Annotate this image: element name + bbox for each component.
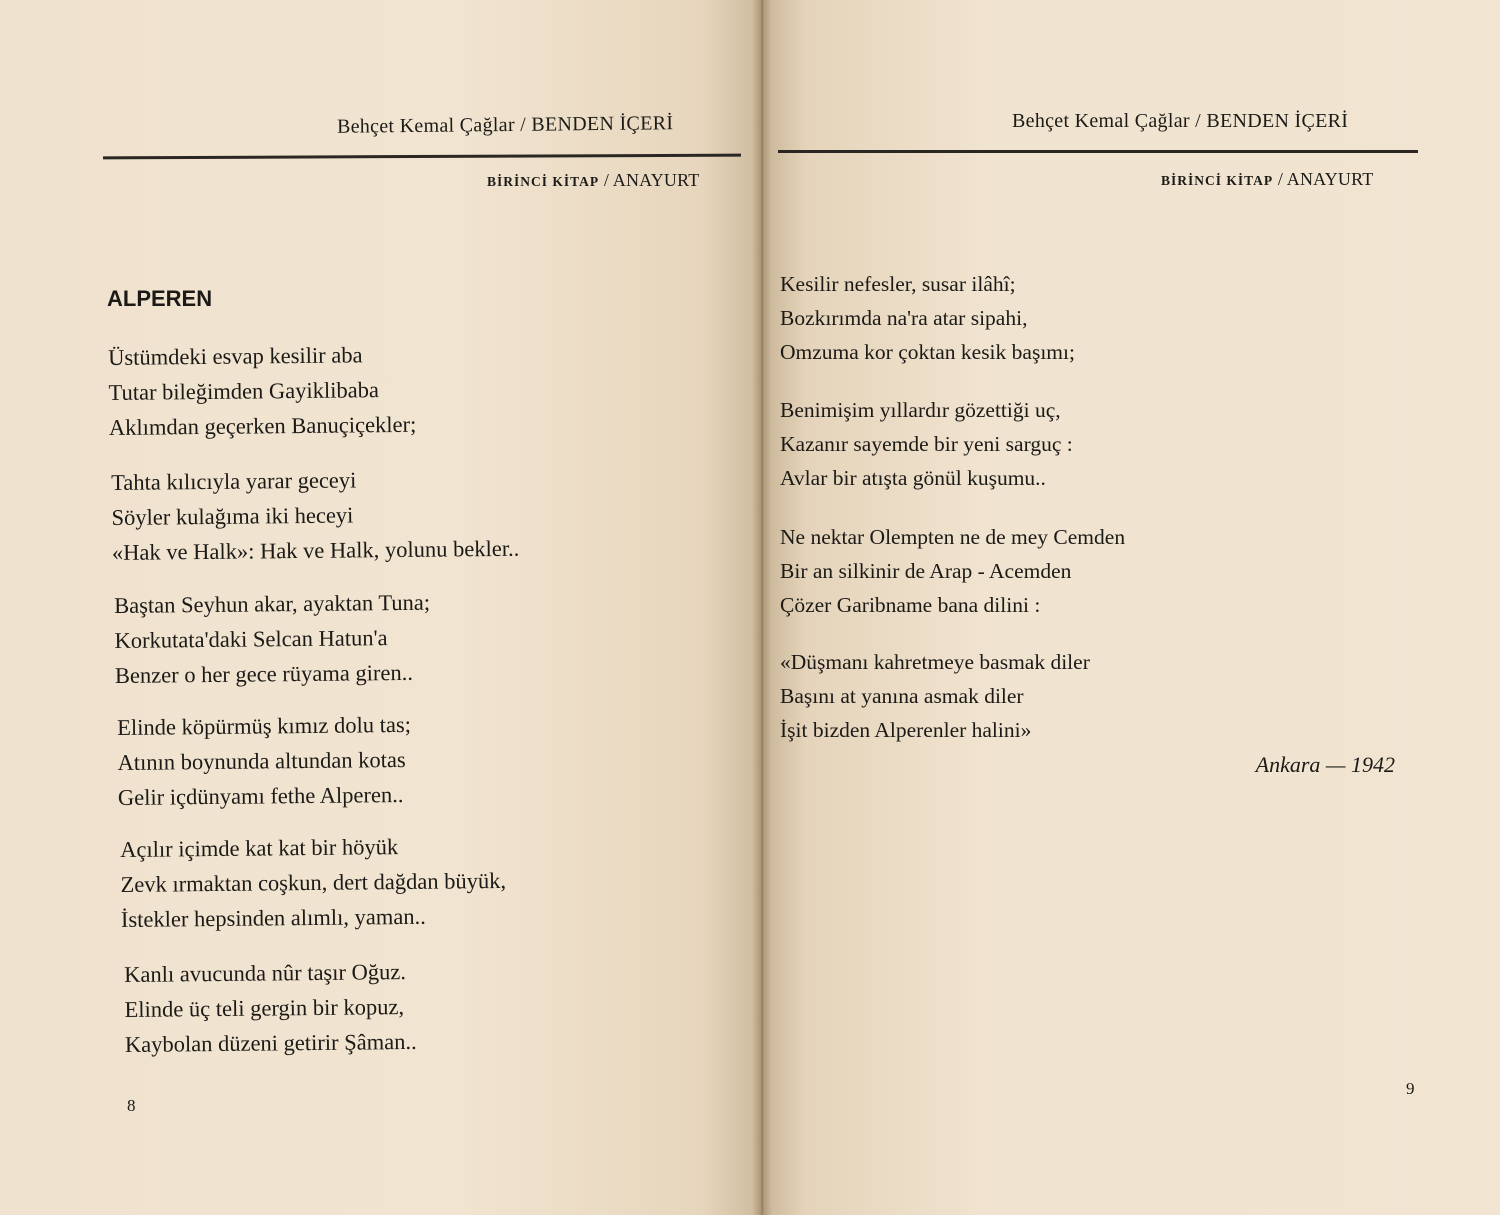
author-name: Behçet Kemal Çağlar [336, 113, 515, 138]
section-label: BİRİNCİ KİTAP [1161, 173, 1274, 188]
head-separator: / [1195, 110, 1202, 132]
stanza-5 [120, 828, 507, 937]
subhead-separator: / [1277, 169, 1284, 189]
section-subhead [487, 170, 699, 191]
verse-line: Ne nektar Olempten ne de mey Cemden [780, 525, 1126, 549]
book-title: BENDEN İÇERİ [1206, 110, 1349, 132]
verse-line: «Düşmanı kahretmeye basmak diler [780, 650, 1090, 674]
book-title: BENDEN İÇERİ [531, 112, 674, 136]
verse-line: Kazanır sayemde bir yeni sarguç : [780, 432, 1073, 456]
verse-line: Bozkırımda na'ra atar sipahi, [780, 306, 1028, 330]
verse-line: Kesilir nefesler, susar ilâhî; [780, 272, 1016, 296]
verse-line: Söyler kulağıma iki heceyi [111, 502, 354, 530]
verse-line: İstekler hepsinden alımlı, yaman.. [120, 903, 426, 932]
verse-line: Kanlı avucunda nûr taşır Oğuz. [124, 959, 407, 987]
right-page [762, 0, 1500, 1215]
place-date-signature: Ankara — 1942 [1255, 752, 1395, 777]
verse-line: Baştan Seyhun akar, ayaktan Tuna; [114, 589, 431, 618]
running-head [337, 112, 673, 139]
author-name: Behçet Kemal Çağlar [1012, 110, 1190, 132]
head-separator: / [520, 113, 527, 136]
stanza-10 [780, 645, 1090, 747]
subhead-separator: / [603, 170, 610, 190]
verse-line: Benzer o her gece rüyama giren.. [114, 659, 414, 688]
verse-line: Tahta kılıcıyla yarar geceyi [111, 467, 357, 495]
verse-line: Korkutata'daki Selcan Hatun'a [114, 625, 388, 653]
stanza-8 [780, 393, 1073, 495]
page-number: 8 [127, 1096, 136, 1115]
header-rule [778, 150, 1418, 153]
book-gutter [752, 0, 772, 1215]
poem-title: ALPEREN [107, 286, 213, 311]
section-subhead [1161, 169, 1373, 190]
verse-line: Açılır içimde kat kat bir höyük [120, 834, 399, 862]
verse-line: Elinde köpürmüş kımız dolu tas; [117, 711, 412, 740]
part-label: ANAYURT [612, 170, 700, 190]
stanza-3 [114, 585, 431, 693]
verse-line: Zevk ırmaktan coşkun, dert dağdan büyük, [120, 867, 507, 897]
verse-line: Atının boynunda altundan kotas [117, 746, 406, 775]
verse-line: Üstümdeki esvap kesilir aba [108, 342, 363, 370]
verse-line: Elinde üç teli gergin bir kopuz, [124, 994, 405, 1022]
stanza-7 [780, 267, 1075, 369]
verse-line: Aklımdan geçerken Banuçiçekler; [108, 411, 417, 440]
header-rule [103, 154, 741, 160]
section-label: BİRİNCİ KİTAP [487, 174, 600, 189]
verse-line: Benimişim yıllardır gözettiği uç, [780, 398, 1061, 422]
verse-line: Gelir içdünyamı fethe Alperen.. [117, 782, 404, 810]
stanza-4 [117, 707, 412, 815]
verse-line: Bir an silkinir de Arap - Acemden [780, 559, 1072, 583]
stanza-1 [108, 337, 416, 445]
verse-line: Tutar bileğimden Gayiklibaba [108, 377, 380, 405]
verse-line: Başını at yanına asmak diler [780, 684, 1024, 708]
running-head [1012, 110, 1348, 133]
verse-line: İşit bizden Alperenler halini» [780, 718, 1032, 742]
verse-line: Kaybolan düzeni getirir Şâman.. [124, 1028, 417, 1057]
stanza-9 [780, 520, 1125, 622]
verse-line: «Hak ve Halk»: Hak ve Halk, yolunu bekler.. [111, 535, 520, 565]
verse-line: Avlar bir atışta gönül kuşumu.. [780, 466, 1046, 490]
verse-line: Çözer Garibname bana dilini : [780, 593, 1041, 617]
stanza-6 [124, 954, 417, 1062]
stanza-2 [111, 461, 519, 570]
page-number: 9 [1406, 1079, 1415, 1098]
part-label: ANAYURT [1286, 169, 1374, 189]
verse-line: Omzuma kor çoktan kesik başımı; [780, 340, 1075, 364]
